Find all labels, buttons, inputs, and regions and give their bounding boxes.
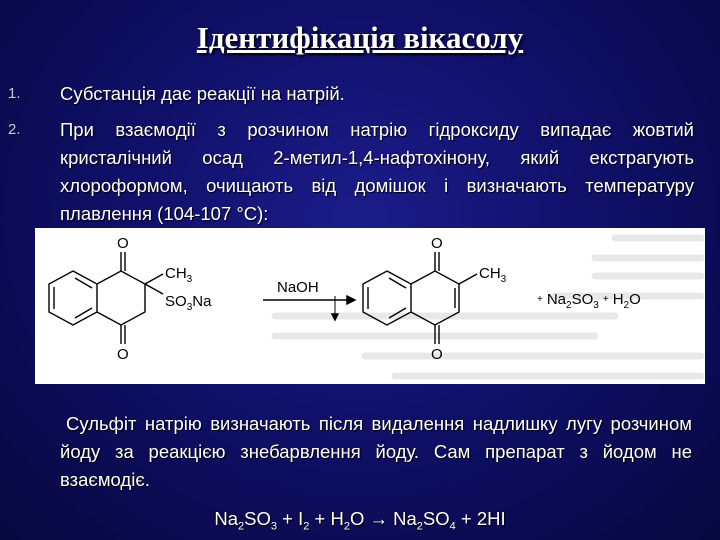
- reactant-sulfonate: $SO_3Na$: [165, 293, 212, 313]
- reactant-structure: [49, 252, 163, 344]
- list-number-1: 1.: [8, 85, 21, 102]
- reagent-label: NaOH: [277, 279, 319, 296]
- list-item-1: [8, 80, 694, 108]
- slide-title: Ідентифікація вікасолу: [196, 20, 524, 55]
- list-number-2: 2.: [8, 121, 21, 138]
- reaction-scheme-svg: [35, 228, 705, 384]
- list-text-2: При взаємодії з розчином натрію гідроксиду випадає жовтий кристалічний осад 2-метил-1,4-нафтохінону, який екстрагують хлороформом, очищають від домішок і визначають температуру плавлення (104-107 °С):: [60, 119, 694, 224]
- iodine-equation: $Na_2SO_3 + I_2 + H_2O \to Na_2SO_4 + 2HI$: [214, 508, 506, 533]
- reaction-scheme-image: [35, 228, 705, 384]
- list-item-2: [8, 116, 694, 228]
- byproducts-label: + $Na_2SO_3^+$ $H_2O$: [537, 291, 641, 311]
- list-text-1: Субстанція дає реакції на натрій.: [60, 83, 345, 104]
- reactant-oxygen-top: O: [117, 235, 129, 252]
- product-oxygen-top: O: [431, 235, 443, 252]
- product-structure: [363, 252, 477, 344]
- sulfite-paragraph-text: Сульфіт натрію визначають після видалення надлишку лугу розчином йоду за реакцією знебарвлення йоду. Сам препарат з йодом не взаємодіє.: [60, 413, 692, 490]
- product-methyl: $CH_3$: [479, 265, 507, 285]
- reactant-oxygen-bottom: O: [117, 346, 129, 363]
- sulfite-paragraph: [60, 410, 692, 494]
- product-oxygen-bottom: O: [431, 346, 443, 363]
- reactant-methyl: $CH_3$: [165, 265, 193, 285]
